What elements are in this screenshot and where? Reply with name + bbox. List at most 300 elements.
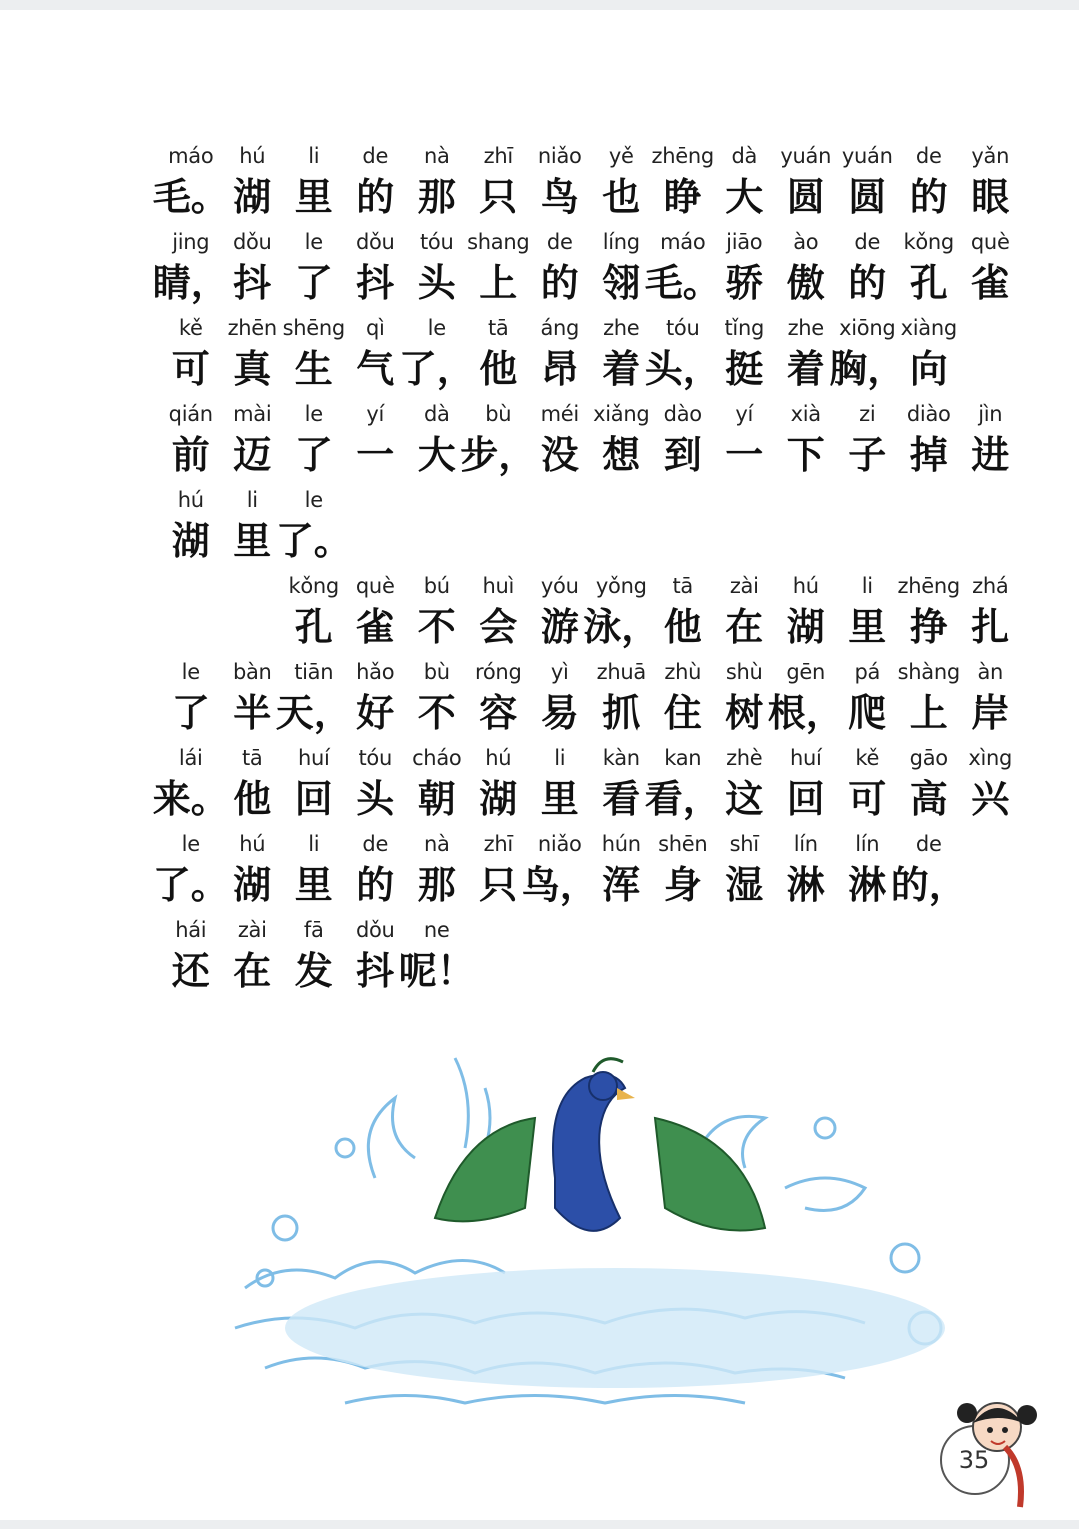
- hanzi: 傲: [786, 260, 825, 305]
- pinyin: shēng: [282, 316, 345, 340]
- character-cell: [283, 740, 345, 826]
- hanzi: 大: [417, 432, 456, 477]
- pinyin: tā: [672, 574, 693, 598]
- pinyin: pá: [854, 660, 881, 684]
- hanzi: 进: [971, 432, 1010, 477]
- hanzi: 向: [909, 346, 948, 391]
- character-cell: [160, 396, 222, 482]
- hanzi: 抖: [356, 260, 395, 305]
- indent-space: [222, 568, 284, 654]
- hanzi: 那: [417, 174, 456, 219]
- hanzi: 毛。: [644, 260, 721, 305]
- hanzi: 看: [602, 776, 641, 821]
- hanzi: 头: [356, 776, 395, 821]
- hanzi: 他: [663, 604, 702, 649]
- hanzi: 湖: [233, 862, 272, 907]
- pinyin: méi: [540, 402, 579, 426]
- hanzi: 里: [233, 518, 272, 563]
- hanzi: 的: [909, 174, 948, 219]
- pinyin: nà: [423, 144, 450, 168]
- hanzi: 发: [294, 948, 333, 993]
- character-cell: [160, 654, 222, 740]
- hanzi: 扎: [971, 604, 1010, 649]
- text-line: [152, 224, 1040, 310]
- character-cell: [222, 482, 284, 568]
- character-cell: [837, 396, 899, 482]
- pinyin: jiāo: [726, 230, 763, 254]
- character-cell: [275, 654, 352, 740]
- hanzi: 到: [663, 432, 702, 477]
- pinyin: hái: [175, 918, 207, 942]
- character-cell: [406, 224, 468, 310]
- hanzi: 湖: [786, 604, 825, 649]
- character-cell: [644, 224, 721, 310]
- hanzi: 泳，: [583, 604, 660, 649]
- character-cell: [652, 568, 714, 654]
- character-cell: [837, 740, 899, 826]
- hanzi: 孔: [909, 260, 948, 305]
- character-cell: [960, 224, 1022, 310]
- character-cell: [714, 310, 776, 396]
- pinyin: jìn: [978, 402, 1003, 426]
- character-cell: [468, 310, 530, 396]
- pinyin: zhēng: [897, 574, 960, 598]
- pinyin: le: [181, 832, 200, 856]
- text-line: [152, 740, 1040, 826]
- pinyin: yě: [608, 144, 634, 168]
- character-cell: [898, 224, 960, 310]
- pinyin: àn: [977, 660, 1004, 684]
- character-cell: [160, 482, 222, 568]
- pinyin: dà: [731, 144, 758, 168]
- pinyin: yóu: [540, 574, 579, 598]
- character-cell: [960, 138, 1022, 224]
- hanzi: 上: [479, 260, 518, 305]
- pinyin: gāo: [909, 746, 948, 770]
- pinyin: xiōng: [839, 316, 896, 340]
- pinyin: tǐng: [724, 316, 764, 340]
- hanzi: 爬: [848, 690, 887, 735]
- pinyin: yí: [735, 402, 754, 426]
- hanzi: 他: [479, 346, 518, 391]
- hanzi: 眼: [971, 174, 1010, 219]
- character-cell: [345, 138, 407, 224]
- pinyin: zhuā: [596, 660, 646, 684]
- pinyin: xià: [790, 402, 821, 426]
- pinyin: le: [304, 402, 323, 426]
- character-cell: [345, 654, 407, 740]
- character-cell: [152, 826, 229, 912]
- peacock: [435, 1059, 765, 1231]
- character-cell: [521, 826, 598, 912]
- hanzi: 的: [540, 260, 579, 305]
- hanzi: 的: [848, 260, 887, 305]
- character-cell: [406, 654, 468, 740]
- pinyin: tóu: [358, 746, 392, 770]
- pinyin: yǒng: [595, 574, 647, 598]
- pinyin: zhe: [603, 316, 640, 340]
- hanzi: 了: [294, 432, 333, 477]
- character-cell: [529, 310, 591, 396]
- character-cell: [406, 740, 468, 826]
- pinyin: fā: [303, 918, 324, 942]
- character-cell: [345, 396, 407, 482]
- pinyin: de: [362, 832, 389, 856]
- pinyin: de: [915, 832, 942, 856]
- hanzi: 呢！: [398, 948, 475, 993]
- hanzi: 可: [171, 346, 210, 391]
- hanzi: 上: [909, 690, 948, 735]
- text-line: [152, 826, 1040, 912]
- pinyin: tóu: [420, 230, 454, 254]
- hanzi: 湖: [233, 174, 272, 219]
- character-cell: [468, 740, 530, 826]
- hanzi: 里: [294, 862, 333, 907]
- pinyin: dǒu: [232, 230, 272, 254]
- hanzi: 湖: [479, 776, 518, 821]
- text-line: [160, 396, 1040, 482]
- pinyin: shang: [467, 230, 530, 254]
- hanzi: 孔: [294, 604, 333, 649]
- hanzi: 兴: [971, 776, 1010, 821]
- pinyin: bù: [423, 660, 450, 684]
- character-cell: [460, 396, 537, 482]
- character-cell: [767, 654, 844, 740]
- pinyin: qì: [365, 316, 385, 340]
- character-cell: [591, 826, 653, 912]
- character-cell: [529, 568, 591, 654]
- character-cell: [345, 224, 407, 310]
- hanzi: 睁: [663, 174, 702, 219]
- character-cell: [898, 568, 960, 654]
- hanzi: 的: [356, 174, 395, 219]
- pinyin: le: [304, 230, 323, 254]
- hanzi: 翎: [602, 260, 641, 305]
- character-cell: [283, 396, 345, 482]
- character-cell: [529, 396, 591, 482]
- pinyin: diào: [906, 402, 951, 426]
- character-cell: [837, 138, 899, 224]
- hanzi: 毛。: [152, 174, 229, 219]
- character-cell: [837, 224, 899, 310]
- character-cell: [406, 826, 468, 912]
- pinyin: li: [308, 144, 320, 168]
- character-cell: [960, 396, 1022, 482]
- character-cell: [275, 482, 352, 568]
- character-cell: [222, 826, 284, 912]
- pinyin: niǎo: [537, 832, 582, 856]
- hanzi: 圆: [786, 174, 825, 219]
- hanzi: 那: [417, 862, 456, 907]
- character-cell: [775, 224, 837, 310]
- character-cell: [283, 912, 345, 998]
- character-cell: [652, 654, 714, 740]
- character-cell: [714, 568, 776, 654]
- pinyin: le: [181, 660, 200, 684]
- hanzi: 抓: [602, 690, 641, 735]
- pinyin: xìng: [968, 746, 1013, 770]
- pinyin: yuán: [780, 144, 832, 168]
- character-cell: [591, 138, 653, 224]
- hanzi: 半: [233, 690, 272, 735]
- character-cell: [898, 138, 960, 224]
- hanzi: 里: [848, 604, 887, 649]
- pinyin: shēn: [658, 832, 708, 856]
- hanzi: 雀: [971, 260, 1010, 305]
- pinyin: máo: [660, 230, 706, 254]
- character-cell: [837, 826, 899, 912]
- pinyin: zi: [859, 402, 876, 426]
- hanzi: 看，: [644, 776, 721, 821]
- hanzi: 一: [356, 432, 395, 477]
- page-number: 35: [958, 1446, 990, 1474]
- pinyin: de: [854, 230, 881, 254]
- pinyin: huí: [789, 746, 822, 770]
- hanzi: 的: [356, 862, 395, 907]
- pinyin: tóu: [666, 316, 700, 340]
- character-cell: [898, 740, 960, 826]
- pinyin: tā: [241, 746, 263, 770]
- character-cell: [468, 138, 530, 224]
- pinyin: dà: [423, 402, 450, 426]
- pinyin: de: [915, 144, 942, 168]
- character-cell: [652, 396, 714, 482]
- character-cell: [529, 654, 591, 740]
- character-cell: [222, 396, 284, 482]
- pinyin: li: [308, 832, 320, 856]
- character-cell: [960, 568, 1022, 654]
- pinyin: tā: [487, 316, 509, 340]
- character-cell: [898, 396, 960, 482]
- hanzi: 也: [602, 174, 641, 219]
- character-cell: [468, 224, 530, 310]
- character-cell: [829, 310, 906, 396]
- pinyin: líng: [602, 230, 640, 254]
- hanzi: 雀: [356, 604, 395, 649]
- hanzi: 下: [786, 432, 825, 477]
- character-cell: [152, 224, 229, 310]
- pinyin: ne: [423, 918, 450, 942]
- pinyin: kan: [664, 746, 702, 770]
- character-cell: [406, 396, 468, 482]
- hanzi: 子: [848, 432, 887, 477]
- pinyin: zhè: [726, 746, 763, 770]
- character-cell: [583, 568, 660, 654]
- character-cell: [714, 138, 776, 224]
- hanzi: 湖: [171, 518, 210, 563]
- character-cell: [591, 396, 653, 482]
- pinyin: de: [546, 230, 573, 254]
- pinyin: de: [362, 144, 389, 168]
- text-line: [160, 912, 1040, 998]
- text-line: [160, 654, 1040, 740]
- hanzi: 来。: [152, 776, 229, 821]
- book-page: [0, 10, 1079, 1520]
- hanzi: 容: [479, 690, 518, 735]
- pinyin: áng: [540, 316, 580, 340]
- hanzi: 气: [356, 346, 395, 391]
- character-cell: [714, 740, 776, 826]
- hanzi: 掉: [909, 432, 948, 477]
- hanzi: 骄: [725, 260, 764, 305]
- hanzi: 易: [540, 690, 579, 735]
- hanzi: 了。: [275, 518, 352, 563]
- hanzi: 里: [540, 776, 579, 821]
- character-cell: [714, 826, 776, 912]
- pinyin: hú: [485, 746, 512, 770]
- hanzi: 抖: [233, 260, 272, 305]
- pinyin: jing: [172, 230, 210, 254]
- hanzi: 好: [356, 690, 395, 735]
- pinyin: què: [355, 574, 395, 598]
- hanzi: 只: [479, 174, 518, 219]
- pinyin: zài: [729, 574, 759, 598]
- character-cell: [160, 310, 222, 396]
- hanzi: 只: [479, 862, 518, 907]
- pinyin: li: [554, 746, 566, 770]
- pinyin: hún: [601, 832, 641, 856]
- pinyin: li: [861, 574, 873, 598]
- hanzi: 大: [725, 174, 764, 219]
- hanzi: 一: [725, 432, 764, 477]
- hanzi: 里: [294, 174, 333, 219]
- pinyin: zhēn: [227, 316, 277, 340]
- hanzi: 淋: [786, 862, 825, 907]
- hanzi: 没: [540, 432, 579, 477]
- character-cell: [775, 396, 837, 482]
- pinyin: hú: [177, 488, 204, 512]
- pinyin: zhe: [787, 316, 824, 340]
- character-cell: [152, 138, 229, 224]
- indent-space: [160, 568, 222, 654]
- pinyin: lái: [178, 746, 203, 770]
- pinyin: le: [304, 488, 323, 512]
- pinyin: mài: [233, 402, 272, 426]
- hanzi: 着: [786, 346, 825, 391]
- character-cell: [591, 224, 653, 310]
- pinyin: zhī: [483, 832, 513, 856]
- pinyin: róng: [475, 660, 522, 684]
- character-cell: [960, 654, 1022, 740]
- hanzi: 步，: [460, 432, 537, 477]
- hanzi: 真: [233, 346, 272, 391]
- hanzi: 头: [417, 260, 456, 305]
- hanzi: 胸，: [829, 346, 906, 391]
- character-cell: [775, 826, 837, 912]
- character-cell: [468, 654, 530, 740]
- hanzi: 了: [294, 260, 333, 305]
- character-cell: [890, 826, 967, 912]
- hanzi: 会: [479, 604, 518, 649]
- text-line: [160, 482, 1040, 568]
- hanzi: 挺: [725, 346, 764, 391]
- hanzi: 挣: [909, 604, 948, 649]
- hanzi: 身: [663, 862, 702, 907]
- character-cell: [152, 740, 229, 826]
- pinyin: yǎn: [971, 144, 1010, 168]
- character-cell: [591, 310, 653, 396]
- pinyin: bàn: [232, 660, 272, 684]
- pinyin: huí: [297, 746, 330, 770]
- character-cell: [775, 568, 837, 654]
- pinyin: bú: [423, 574, 450, 598]
- character-cell: [898, 310, 960, 396]
- pinyin: zhá: [972, 574, 1009, 598]
- hanzi: 根，: [767, 690, 844, 735]
- pinyin: yí: [366, 402, 385, 426]
- pinyin: huì: [482, 574, 515, 598]
- character-cell: [775, 138, 837, 224]
- character-cell: [468, 826, 530, 912]
- character-cell: [468, 568, 530, 654]
- character-cell: [345, 912, 407, 998]
- hanzi: 在: [725, 604, 764, 649]
- character-cell: [283, 826, 345, 912]
- character-cell: [644, 740, 721, 826]
- pinyin: lín: [855, 832, 880, 856]
- character-cell: [714, 396, 776, 482]
- hanzi: 岸: [971, 690, 1010, 735]
- pinyin: qián: [168, 402, 213, 426]
- character-cell: [283, 568, 345, 654]
- character-cell: [837, 568, 899, 654]
- hanzi: 了。: [152, 862, 229, 907]
- character-cell: [406, 568, 468, 654]
- character-cell: [714, 654, 776, 740]
- pinyin: ào: [793, 230, 819, 254]
- hanzi: 还: [171, 948, 210, 993]
- hanzi: 想: [602, 432, 641, 477]
- hanzi: 迈: [233, 432, 272, 477]
- character-cell: [591, 740, 653, 826]
- hanzi: 回: [786, 776, 825, 821]
- pinyin: shàng: [897, 660, 960, 684]
- pinyin: niǎo: [537, 144, 582, 168]
- pinyin: dào: [663, 402, 702, 426]
- hanzi: 抖: [356, 948, 395, 993]
- hanzi: 不: [417, 690, 456, 735]
- hanzi: 淋: [848, 862, 887, 907]
- pinyin: cháo: [412, 746, 462, 770]
- character-cell: [406, 138, 468, 224]
- hanzi: 的，: [890, 862, 967, 907]
- pinyin: dǒu: [355, 230, 395, 254]
- pinyin: hú: [239, 832, 266, 856]
- text-line: [160, 568, 1040, 654]
- pinyin: shī: [729, 832, 759, 856]
- character-cell: [652, 138, 714, 224]
- pinyin: bù: [485, 402, 512, 426]
- pinyin: kàn: [602, 746, 640, 770]
- pinyin: hǎo: [356, 660, 395, 684]
- character-cell: [529, 740, 591, 826]
- character-cell: [283, 138, 345, 224]
- character-cell: [398, 310, 475, 396]
- pinyin: què: [970, 230, 1010, 254]
- character-cell: [644, 310, 721, 396]
- character-cell: [345, 310, 407, 396]
- hanzi: 着: [602, 346, 641, 391]
- character-cell: [652, 826, 714, 912]
- pinyin: li: [246, 488, 258, 512]
- pinyin: hú: [792, 574, 819, 598]
- character-cell: [714, 224, 776, 310]
- pinyin: le: [427, 316, 446, 340]
- peacock-illustration: [225, 1028, 1005, 1418]
- pinyin: kǒng: [288, 574, 339, 598]
- hanzi: 圆: [848, 174, 887, 219]
- story-text: [152, 138, 1040, 998]
